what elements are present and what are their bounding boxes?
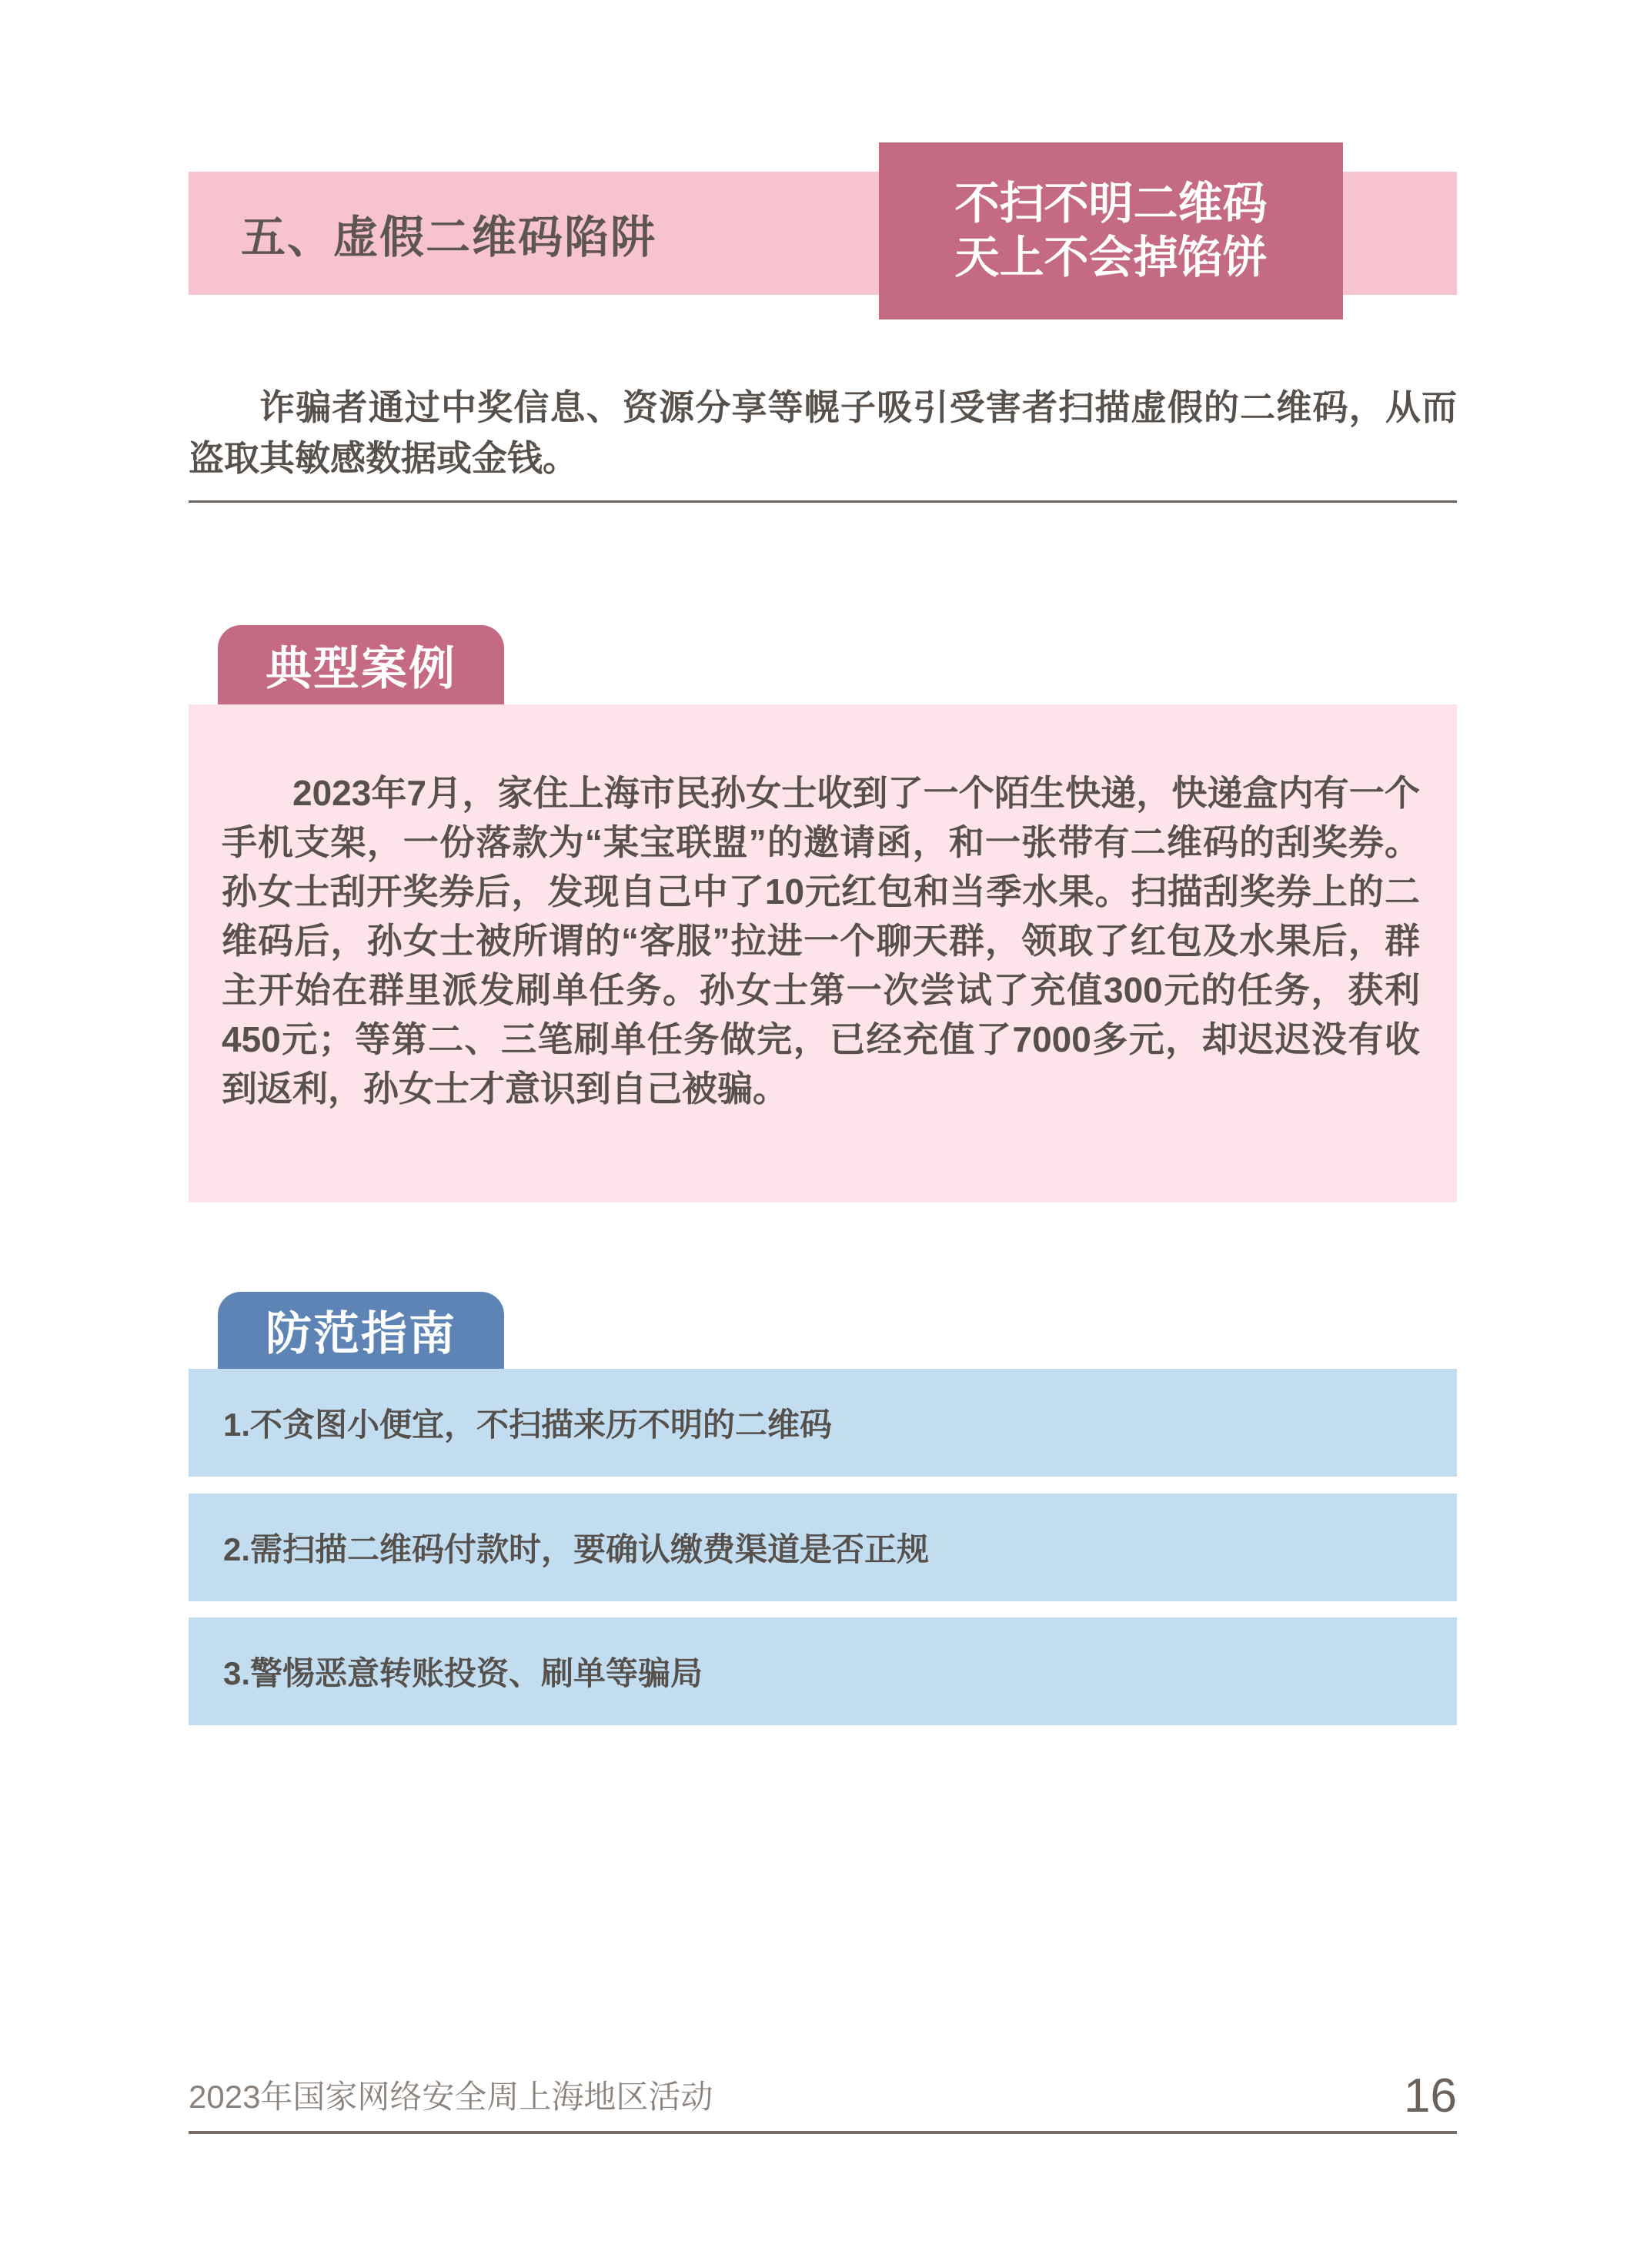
case-content-box bbox=[189, 704, 1457, 1203]
case-section-tab bbox=[218, 625, 504, 704]
guide-tab-label: 防范指南 bbox=[266, 1308, 456, 1360]
footer-event-title: 2023年国家网络安全周上海地区活动 bbox=[189, 2079, 713, 2115]
footer-divider-rule bbox=[189, 2131, 1457, 2134]
guide-list-item: 3.警惕恶意转账投资、刷单等骗局 bbox=[189, 1617, 1457, 1725]
page-number: 16 bbox=[1404, 2069, 1457, 2122]
intro-paragraph: 诈骗者通过中奖信息、资源分享等幌子吸引受害者扫描虚假的二维码，从而盗取其敏感数据或金钱。 bbox=[189, 387, 1457, 478]
case-tab-label: 典型案例 bbox=[266, 642, 456, 694]
slogan-line-2: 天上不会掉馅饼 bbox=[954, 232, 1268, 283]
page-title: 五、虚假二维码陷阱 bbox=[241, 212, 657, 263]
slogan-line-1: 不扫不明二维码 bbox=[954, 179, 1268, 229]
guide-list-item: 2.需扫描二维码付款时，要确认缴费渠道是否正规 bbox=[189, 1494, 1457, 1601]
intro-divider-rule bbox=[189, 500, 1457, 503]
guide-section-tab bbox=[218, 1292, 504, 1369]
slogan-box bbox=[879, 142, 1343, 319]
case-paragraph: 2023年7月，家住上海市民孙女士收到了一个陌生快递，快递盒内有一个手机支架，一份落款为“某宝联盟”的邀请函，和一张带有二维码的刮奖券。孙女士刮开奖券后，发现自己中了10元红包和当季水果。扫描刮奖券上的二维码后，孙女士被所谓的“客服”拉进一个聊天群，领取了红包及水果后，群主开始在群里派发刷单任务。孙女士第一次尝试了充值300元的任务，获利450元；等第二、三笔刷单任务做完，已经充值了7000多元，却迟迟没有收到返利，孙女士才意识到自己被骗。 bbox=[222, 773, 1420, 1109]
guide-list-item: 1.不贪图小便宜，不扫描来历不明的二维码 bbox=[189, 1369, 1457, 1477]
